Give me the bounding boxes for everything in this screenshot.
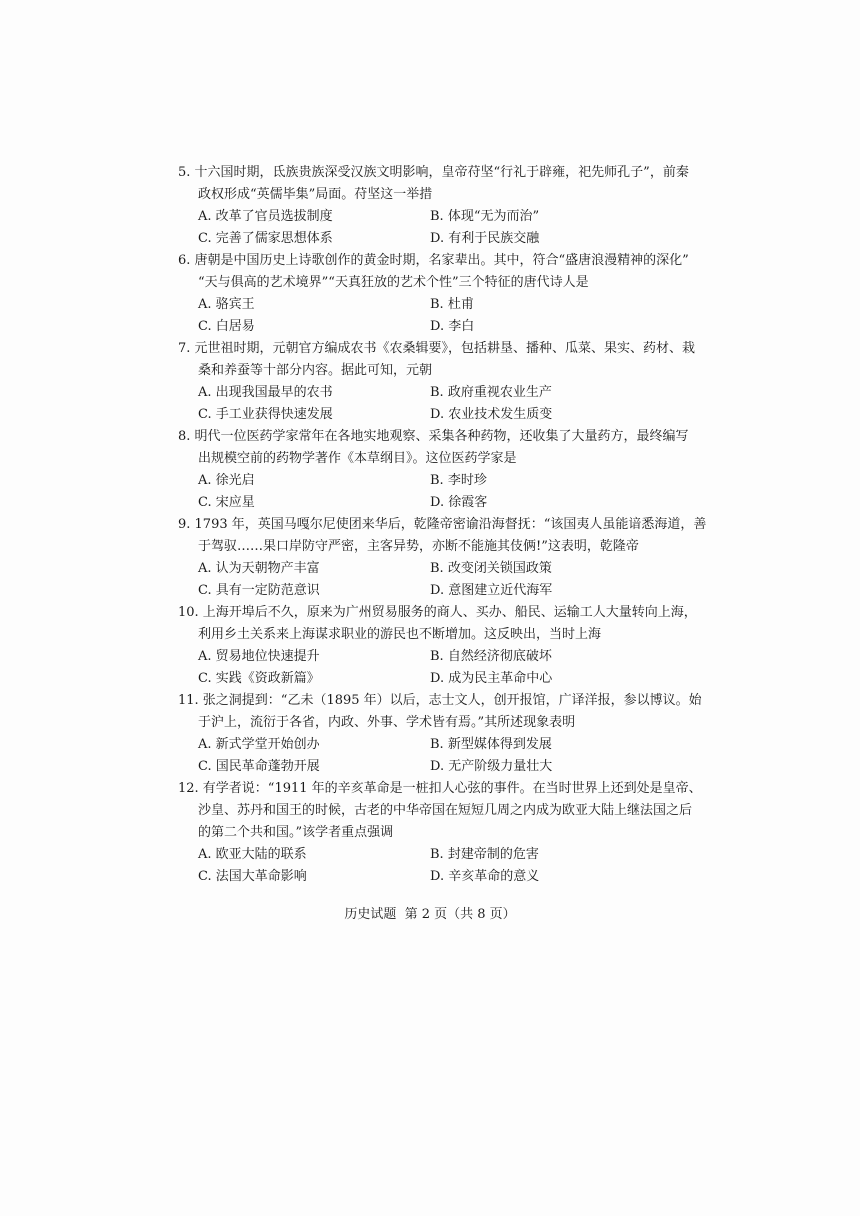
answer-option: B. 封建帝制的危害 <box>430 847 539 862</box>
question-block <box>178 338 696 426</box>
question-stem-line: 5. 十六国时期，氐族贵族深受汉族文明影响，皇帝苻坚“行礼于辟雍，祀先师孔子”，前秦 <box>178 165 689 180</box>
answer-option: B. 体现“无为而治” <box>430 209 540 224</box>
answer-option: B. 改变闭关锁国政策 <box>430 561 552 576</box>
question-stem-line: 8. 明代一位医药学家常年在各地实地观察、采集各种药物，还收集了大量药方，最终编写 <box>178 429 689 444</box>
question-stem-line: 9. 1793 年，英国马嘎尔尼使团来华后，乾隆帝密谕沿海督抚：“该国夷人虽能谙悉海道，善 <box>178 517 707 532</box>
answer-option: D. 农业技术发生质变 <box>430 407 553 422</box>
answer-option: D. 无产阶级力量壮大 <box>430 759 553 774</box>
question-stem-line: 12. 有学者说：“1911 年的辛亥革命是一桩扣人心弦的事件。在当时世界上还到处是皇帝、 <box>178 781 702 796</box>
answer-options <box>178 206 678 250</box>
answer-option: B. 新型媒体得到发展 <box>430 737 552 752</box>
question-stem-line: 于驾驭……果口岸防守严密，主客异势，亦断不能施其伎俩!”这表明，乾隆帝 <box>198 539 639 554</box>
answer-option: A. 新式学堂开始创办 <box>198 737 320 752</box>
answer-option: D. 有利于民族交融 <box>430 231 540 246</box>
answer-options <box>178 294 678 338</box>
question-stem-line: 7. 元世祖时期，元朝官方编成农书《农桑辑要》，包括耕垦、播种、瓜菜、果实、药材、栽 <box>178 341 696 356</box>
answer-option: D. 徐霞客 <box>430 495 488 510</box>
question-block <box>178 426 689 514</box>
answer-option: C. 国民革命蓬勃开展 <box>198 759 320 774</box>
answer-option: A. 出现我国最早的农书 <box>198 385 333 400</box>
question-stem-line: 桑和养蚕等十部分内容。据此可知，元朝 <box>198 363 433 378</box>
question-list <box>178 162 707 888</box>
question-block <box>178 690 702 778</box>
question-stem-line: 出规模空前的药物学著作《本草纲目》。这位医药学家是 <box>198 451 517 466</box>
question-block <box>178 602 697 690</box>
question-block <box>178 162 689 250</box>
question-stem-line: 利用乡土关系来上海谋求职业的游民也不断增加。这反映出，当时上海 <box>198 627 602 642</box>
answer-option: B. 自然经济彻底破坏 <box>430 649 552 664</box>
question-stem-line: 于沪上，流衍于各省，内政、外事、学术皆有焉。”其所述现象表明 <box>198 715 576 730</box>
question-stem-line: 政权形成“英儒毕集”局面。苻坚这一举措 <box>198 187 433 202</box>
answer-option: C. 法国大革命影响 <box>198 869 307 884</box>
answer-option: C. 白居易 <box>198 319 255 334</box>
answer-option: D. 辛亥革命的意义 <box>430 869 540 884</box>
answer-options <box>178 844 678 888</box>
answer-option: B. 李时珍 <box>430 473 487 488</box>
answer-option: C. 实践《资政新篇》 <box>198 671 320 686</box>
question-stem-line: 的第二个共和国。”该学者重点强调 <box>198 825 394 840</box>
question-stem-line: 6. 唐朝是中国历史上诗歌创作的黄金时期，名家辈出。其中，符合“盛唐浪漫精神的深化” <box>178 253 689 268</box>
page-footer <box>0 905 860 925</box>
footer-subject: 历史试题 <box>344 907 397 922</box>
question-stem-line: “天与俱高的艺术境界”“天真狂放的艺术个性”三个特征的唐代诗人是 <box>198 275 589 290</box>
answer-options <box>178 470 678 514</box>
answer-option: A. 改革了官员选拔制度 <box>198 209 333 224</box>
answer-option: D. 意图建立近代海军 <box>430 583 553 598</box>
question-stem-line: 11. 张之洞提到：“乙未（1895 年）以后，志士文人，创开报馆，广译洋报，参以博议。始 <box>178 693 702 708</box>
answer-option: C. 手工业获得快速发展 <box>198 407 333 422</box>
question-block <box>178 514 707 602</box>
footer-page-number: 第 2 页（共 8 页） <box>404 907 516 922</box>
answer-option: C. 完善了儒家思想体系 <box>198 231 333 246</box>
answer-option: C. 宋应星 <box>198 495 255 510</box>
answer-option: A. 骆宾王 <box>198 297 255 312</box>
answer-option: D. 成为民主革命中心 <box>430 671 553 686</box>
question-stem-line: 10. 上海开埠后不久，原来为广州贸易服务的商人、买办、船民、运输工人大量转向上海， <box>178 605 697 620</box>
answer-options <box>178 382 678 426</box>
answer-options <box>178 646 678 690</box>
answer-options <box>178 734 678 778</box>
question-stem-line: 沙皇、苏丹和国王的时候，古老的中华帝国在短短几周之内成为欧亚大陆上继法国之后 <box>198 803 693 818</box>
answer-option: D. 李白 <box>430 319 475 334</box>
question-block <box>178 250 689 338</box>
answer-option: A. 贸易地位快速提升 <box>198 649 320 664</box>
answer-option: B. 杜甫 <box>430 297 474 312</box>
answer-option: C. 具有一定防范意识 <box>198 583 320 598</box>
answer-options <box>178 558 678 602</box>
answer-option: B. 政府重视农业生产 <box>430 385 552 400</box>
question-block <box>178 778 702 888</box>
answer-option: A. 欧亚大陆的联系 <box>198 847 307 862</box>
answer-option: A. 认为天朝物产丰富 <box>198 561 320 576</box>
answer-option: A. 徐光启 <box>198 473 255 488</box>
